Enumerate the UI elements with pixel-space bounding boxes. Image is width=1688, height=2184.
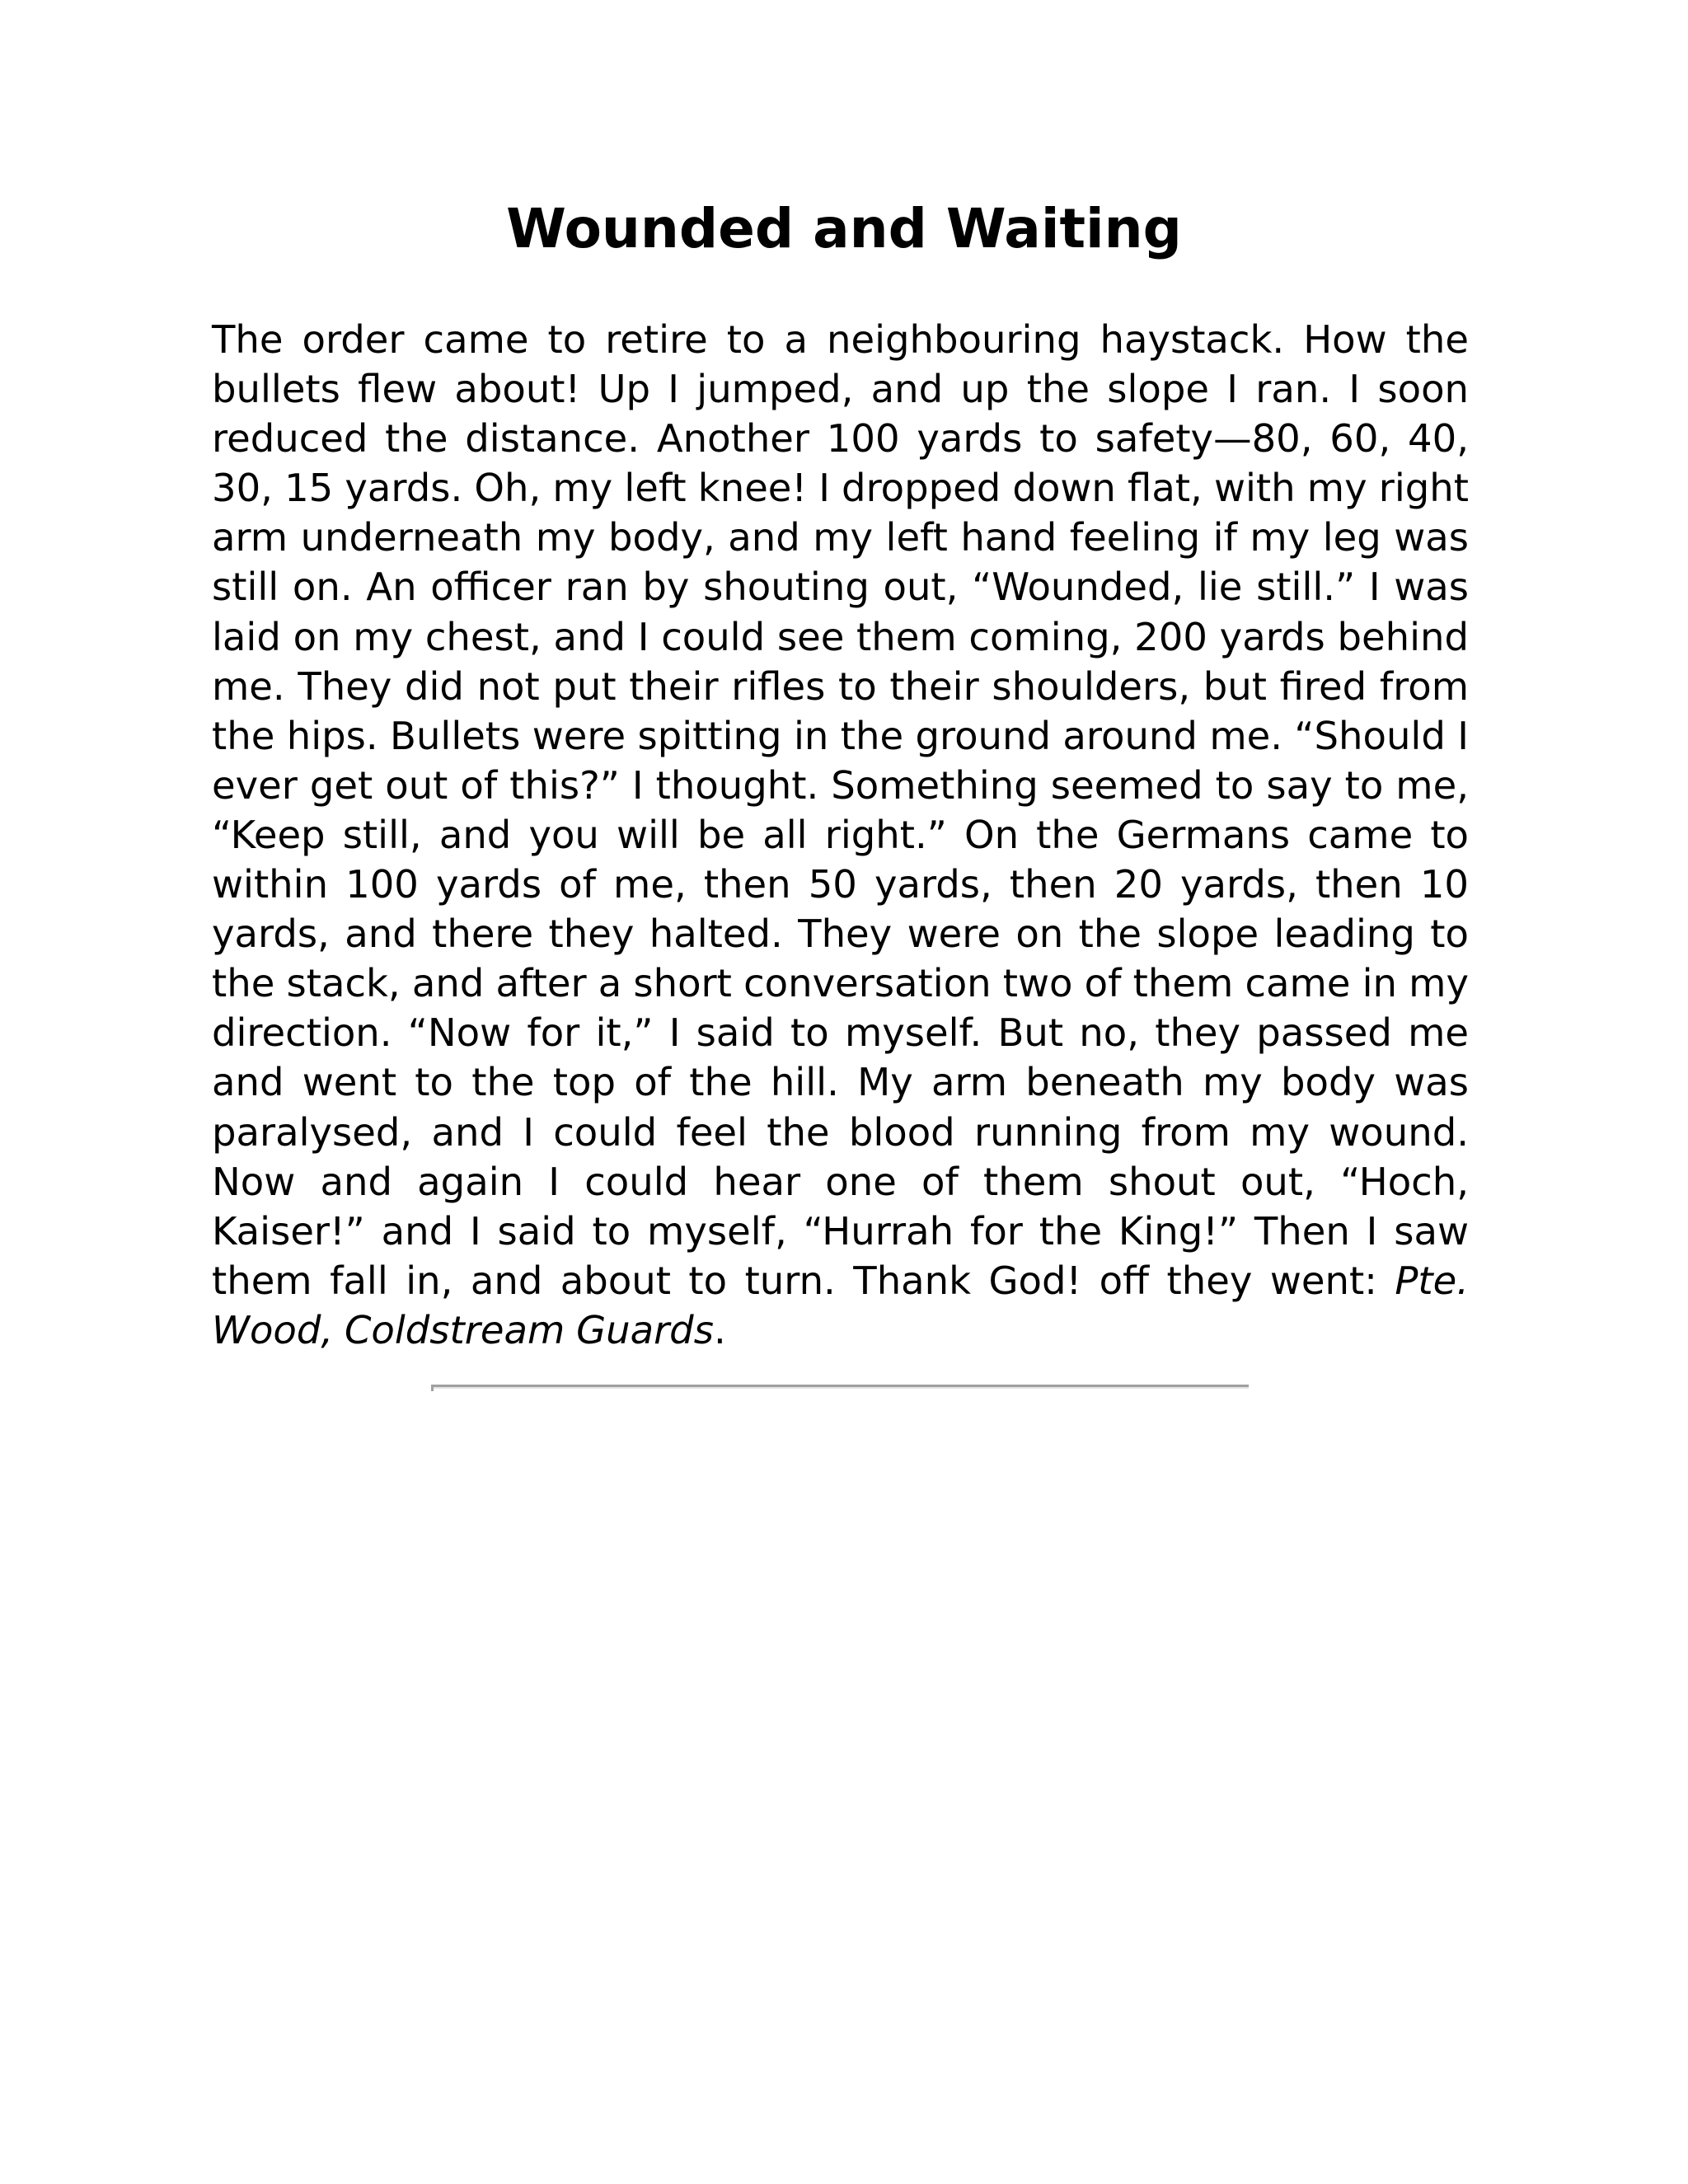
story-paragraph bbox=[212, 315, 1469, 1355]
attribution: Pte. Wood, Coldstream Guards bbox=[212, 1258, 1469, 1352]
horizontal-rule bbox=[431, 1385, 1249, 1389]
paragraph-text: The order came to retire to a neighbouring haystack. How the bullets flew about! Up I jumped, and up the slope I ran. I soon reduced the distance. Another 100 yards to safety—80, 60, 40, 30, 15 yards. Oh, my left knee! I dropped down flat, with my right arm underneath my body, and my left hand feeling if my leg was still on. An officer ran by shouting out, “Wounded, lie still.” I was laid on my chest, and I could see them coming, 200 yards behind me. They did not put their rifles to their shoulders, but fired from the hips. Bullets were spitting in the ground around me. “Should I ever get out of this?” I thought. Something seemed to say to me, “Keep still, and you will be all right.” On the Germans came to within 100 yards of me, then 50 yards, then 20 yards, then 10 yards, and there they halted. They were on the slope leading to the stack, and after a short conversation two of them came in my direction. “Now for it,” I said to myself. But no, they passed me and went to the top of the hill. My arm beneath my body was paralysed, and I could feel the blood running from my wound. Now and again I could hear one of them shout out, “Hoch, Kaiser!” and I said to myself, “Hurrah for the King!” Then I saw them fall in, and about to turn. Thank God! off they went: bbox=[212, 317, 1469, 1303]
page-title: Wounded and Waiting bbox=[506, 197, 1182, 260]
closing-punctuation: . bbox=[713, 1307, 726, 1352]
